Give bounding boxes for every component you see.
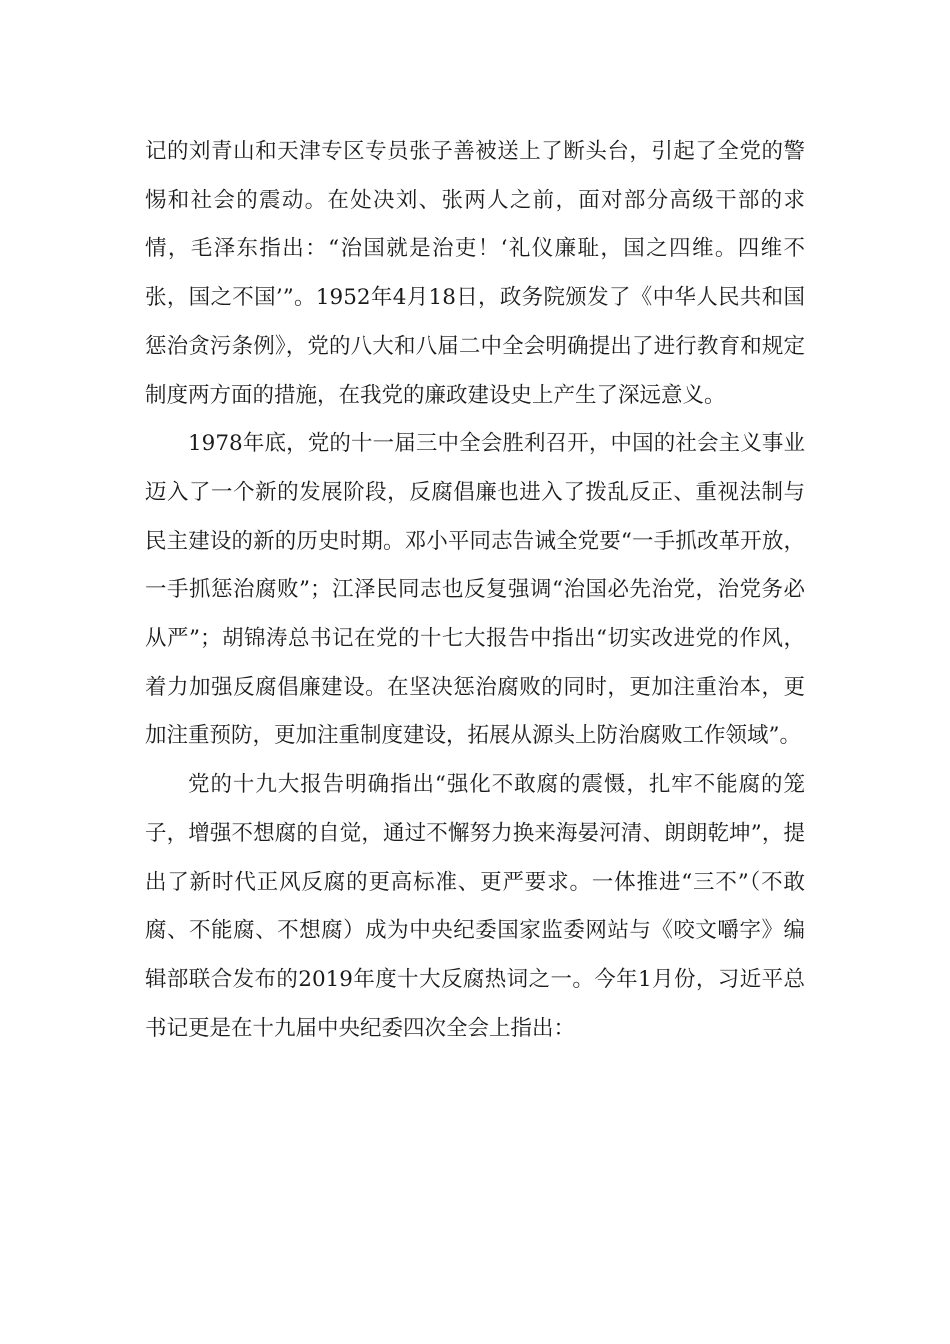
paragraph-1978-reform: 1978年底，党的十一届三中全会胜利召开，中国的社会主义事业迈入了一个新的发展阶段，反腐倡廉也进入了拨乱反正、重视法制与民主建设的新的历史时期。邓小平同志告诫全党要“一手抓改革开放，一手抓惩治腐败”；江泽民同志也反复强调“治国必先治党，治党务必从严”；胡锦涛总书记在党的十七大报告中指出“切实改进党的作风，着力加强反腐倡廉建设。在坚决惩治腐败的同时，更加注重治本，更加注重预防，更加注重制度建设，拓展从源头上防治腐败工作领域”。: [145, 431, 805, 749]
paragraph-continuation: 记的刘青山和天津专区专员张子善被送上了断头台，引起了全党的警惕和社会的震动。在处决刘、张两人之前，面对部分高级干部的求情，毛泽东指出：“治国就是治吏！‘礼仪廉耻，国之四维。四维不张，国之不国’”。1952年4月18日，政务院颁发了《中华人民共和国惩治贪污条例》，党的八大和八届二中全会明确提出了进行教育和规定制度两方面的措施，在我党的廉政建设史上产生了深远意义。: [145, 139, 805, 408]
document-body: [145, 128, 805, 1053]
paragraph-nineteenth-congress: 党的十九大报告明确指出“强化不敢腐的震慑，扎牢不能腐的笼子，增强不想腐的自觉，通过不懈努力换来海晏河清、朗朗乾坤”，提出了新时代正风反腐的更高标准、更严要求。一体推进“三不”（不敢腐、不能腐、不想腐）成为中央纪委国家监委网站与《咬文嚼字》编辑部联合发布的2019年度十大反腐热词之一。今年1月份，习近平总书记更是在十九届中央纪委四次全会上指出：: [145, 772, 805, 1041]
